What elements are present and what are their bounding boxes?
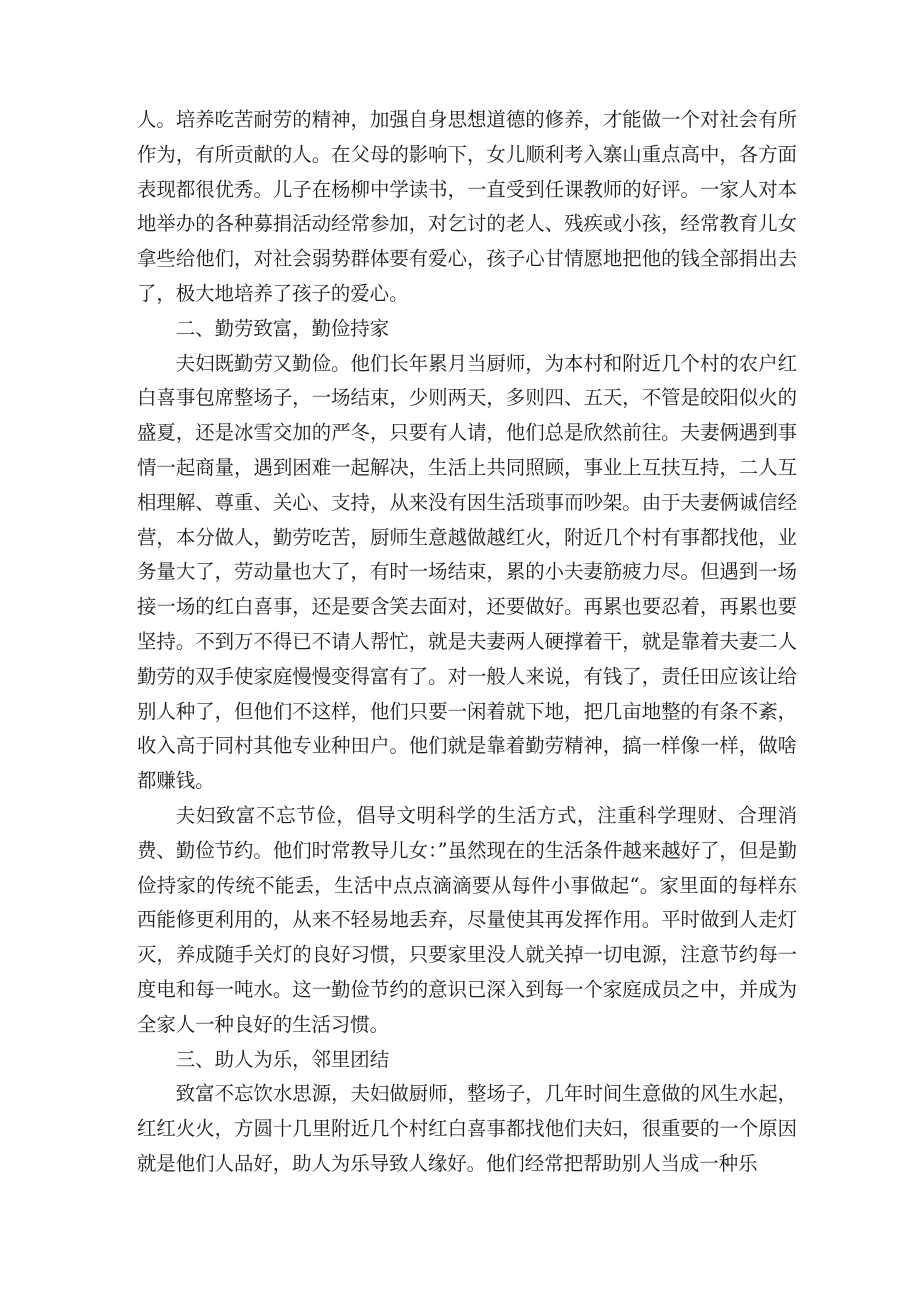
paragraph-helping-others: 致富不忘饮水思源，夫妇做厨师，整场子，几年时间生意做的风生水起，红红火火，方圆十几里附近几个村红白喜事都找他们夫妇，很重要的一个原因就是他们人品好，助人为乐导致人缘好。他们经常把帮助别人当成一种乐 — [137, 1082, 797, 1175]
section-heading-2: 二、勤劳致富，勤俭持家 — [175, 316, 390, 340]
section-heading-3: 三、助人为乐，邻里团结 — [175, 1047, 390, 1071]
paragraph-frugality: 夫妇致富不忘节俭，倡导文明科学的生活方式，注重科学理财、合理消费、勤俭节约。他们时常教导儿女：”虽然现在的生活条件越来越好了，但是勤俭持家的传统不能丢，生活中点点滴滴要从每件小事做起“。家里面的每样东西能修更利用的，从来不轻易地丢弃，尽量使其再发挥作用。平时做到人走灯灭，养成随手关灯的良好习惯，只要家里没人就关掉一切电源，注意节约每一度电和每一吨水。这一勤俭节约的意识已深入到每一个家庭成员之中，并成为全家人一种良好的生活习惯。 — [137, 803, 797, 1036]
document-page — [137, 103, 797, 1182]
paragraph-diligence: 夫妇既勤劳又勤俭。他们长年累月当厨师，为本村和附近几个村的农户红白喜事包席整场子，一场结束，少则两天，多则四、五天，不管是皎阳似火的盛夏，还是冰雪交加的严冬，只要有人请，他们总是欣然前往。夫妻俩遇到事情一起商量，遇到困难一起解决，生活上共同照顾，事业上互扶互持，二人互相理解、尊重、关心、支持，从来没有因生活琐事而吵架。由于夫妻俩诚信经营，本分做人，勤劳吃苦，厨师生意越做越红火，附近几个村有事都找他，业务量大了，劳动量也大了，有时一场结束，累的小夫妻筋疲力尽。但遇到一场接一场的红白喜事，还是要含笑去面对，还要做好。再累也要忍着，再累也要坚持。不到万不得已不请人帮忙，就是夫妻两人硬撑着干，就是靠着夫妻二人勤劳的双手使家庭慢慢变得富有了。对一般人来说，有钱了，责任田应该让给别人种了，但他们不这样，他们只要一闲着就下地，把几亩地整的有条不紊，收入高于同村其他专业种田户。他们就是靠着勤劳精神，搞一样像一样，做啥都赚钱。 — [137, 351, 797, 793]
paragraph-continuation: 人。培养吃苦耐劳的精神，加强自身思想道德的修养，才能做一个对社会有所作为，有所贡献的人。在父母的影响下，女儿顺利考入寨山重点高中，各方面表现都很优秀。儿子在杨柳中学读书，一直受到任课教师的好评。一家人对本地举办的各种募捐活动经常参加，对乞讨的老人、残疾或小孩，经常教育儿女拿些给他们，对社会弱势群体要有爱心，孩子心甘情愿地把他的钱全部捐出去了，极大地培养了孩子的爱心。 — [137, 108, 797, 305]
